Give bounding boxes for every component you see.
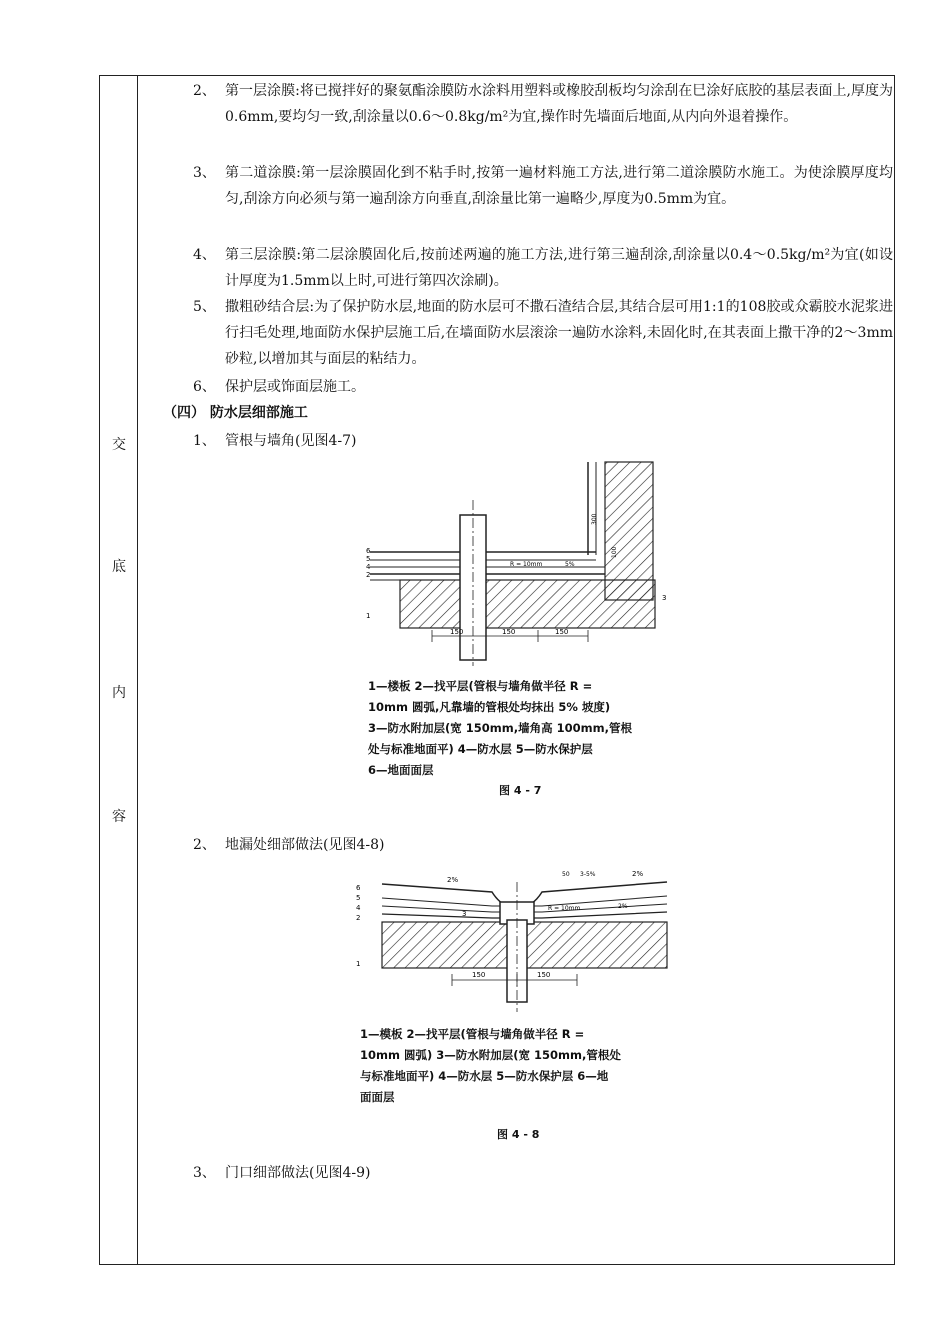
note-r: R = 10mm [548, 905, 581, 912]
slope-4: 2% [618, 903, 628, 910]
slope-2: 3-5% [580, 871, 596, 878]
label-5: 5 [356, 894, 361, 902]
slope-1: 2% [447, 876, 459, 884]
list-item: 4、 第三层涂膜:第二层涂膜固化后,按前述两遍的施工方法,进行第三遍刮涂,刮涂量以0.4～0.5kg/m²为宜(如设计厚度为1.5mm以上时,可进行第四次涂刷)。 [193, 242, 893, 294]
sub-heading: 3、 门口细部做法(见图4-9) [193, 1165, 371, 1181]
figure-4-7-drawing [360, 460, 670, 666]
label-6: 6 [366, 547, 371, 555]
figure-4-7-caption: 1—楼板 2—找平层(管根与墙角做半径 R = 10mm 圆弧,凡靠墙的管根处均抹出 5% 坡度) 3—防水附加层(宽 150mm,墙角高 100mm,管根 处与标准地面平) 4—防水层 5—防水保护层 6—地面面层 [368, 679, 632, 777]
label-4: 4 [366, 563, 371, 571]
side-char-1: 交 [112, 437, 126, 453]
figure-4-8-title: 图 4 - 8 [497, 1128, 540, 1141]
list-item: 3、 第二道涂膜:第一层涂膜固化到不粘手时,按第一遍材料施工方法,进行第二道涂膜防水施工。为使涂膜厚度均匀,刮涂方向必须与第一遍刮涂方向垂直,刮涂量比第一遍略少,厚度为0.5mm为宜。 [193, 160, 893, 212]
dim-100: 100 [611, 546, 618, 558]
figure-4-7-title: 图 4 - 7 [499, 784, 542, 797]
label-3: 3 [462, 910, 467, 918]
side-char-4: 容 [112, 809, 126, 825]
slope-3: 2% [632, 870, 644, 878]
dim-150-c: 150 [555, 628, 569, 636]
label-4: 4 [356, 904, 361, 912]
item-text: 第一层涂膜:将已搅拌好的聚氨酯涂膜防水涂料用塑料或橡胶刮板均匀涂刮在巳涂好底胶的基层表面上,厚度为0.6mm,要均匀一致,刮涂量以0.6～0.8kg/m²为宜,操作时先墙面后地面,从内向外退着操作。 [225, 83, 893, 125]
dim-50: 50 [562, 871, 570, 878]
side-char-2: 底 [112, 559, 126, 575]
dim-150-a: 150 [450, 628, 464, 636]
label-6: 6 [356, 884, 361, 892]
wall [605, 462, 653, 600]
side-label-column [100, 76, 138, 1264]
list-item: 6、 保护层或饰面层施工。 [193, 374, 893, 400]
dim-150-a: 150 [472, 971, 486, 979]
label-5: 5 [366, 555, 371, 563]
item-text: 撒粗砂结合层:为了保护防水层,地面的防水层可不撒石渣结合层,其结合层可用1:1的108胶或众霸胶水泥浆进行扫毛处理,地面防水保护层施工后,在墙面防水层滚涂一遍防水涂料,未固化时,在其表面上撒干净的2～3mm砂粒,以增加其与面层的粘结力。 [225, 299, 893, 367]
side-char-3: 内 [112, 685, 126, 701]
sub-heading: 2、 地漏处细部做法(见图4-8) [193, 837, 385, 853]
figure-4-8-caption: 1—模板 2—找平层(管根与墙角做半径 R = 10mm 圆弧) 3—防水附加层(宽 150mm,管根处 与标准地面平) 4—防水层 5—防水保护层 6—地 面面层 [360, 1027, 621, 1104]
dim-150-b: 150 [537, 971, 551, 979]
dim-150-b: 150 [502, 628, 516, 636]
note-slope: 5% [565, 561, 575, 568]
dim-300: 300 [591, 513, 598, 525]
label-3: 3 [662, 594, 667, 602]
label-1: 1 [356, 960, 361, 968]
label-2: 2 [356, 914, 361, 922]
list-item: 5、 撒粗砂结合层:为了保护防水层,地面的防水层可不撒石渣结合层,其结合层可用1:1的108胶或众霸胶水泥浆进行扫毛处理,地面防水保护层施工后,在墙面防水层滚涂一遍防水涂料,未固化时,在其表面上撒干净的2～3mm砂粒,以增加其与面层的粘结力。 [193, 294, 893, 372]
item-text: 第三层涂膜:第二层涂膜固化后,按前述两遍的施工方法,进行第三遍刮涂,刮涂量以0.4～0.5kg/m²为宜(如设计厚度为1.5mm以上时,可进行第四次涂刷)。 [225, 247, 893, 289]
item-text: 第二道涂膜:第一层涂膜固化到不粘手时,按第一遍材料施工方法,进行第二道涂膜防水施工。为使涂膜厚度均匀,刮涂方向必须与第一遍刮涂方向垂直,刮涂量比第一遍略少,厚度为0.5mm为宜。 [225, 165, 893, 207]
floor-slab [400, 580, 655, 628]
item-text: 保护层或饰面层施工。 [225, 379, 365, 395]
label-1: 1 [366, 612, 371, 620]
sub-heading: 1、 管根与墙角(见图4-7) [193, 433, 357, 449]
label-2: 2 [366, 571, 371, 579]
note-r: R = 10mm [510, 561, 543, 568]
figure-4-8-drawing [352, 862, 682, 1012]
list-item: 2、 第一层涂膜:将已搅拌好的聚氨酯涂膜防水涂料用塑料或橡胶刮板均匀涂刮在巳涂好底胶的基层表面上,厚度为0.6mm,要均匀一致,刮涂量以0.6～0.8kg/m²为宜,操作时先墙面后地面,从内向外退着操作。 [193, 78, 893, 130]
section-heading: （四） 防水层细部施工 [163, 405, 308, 421]
